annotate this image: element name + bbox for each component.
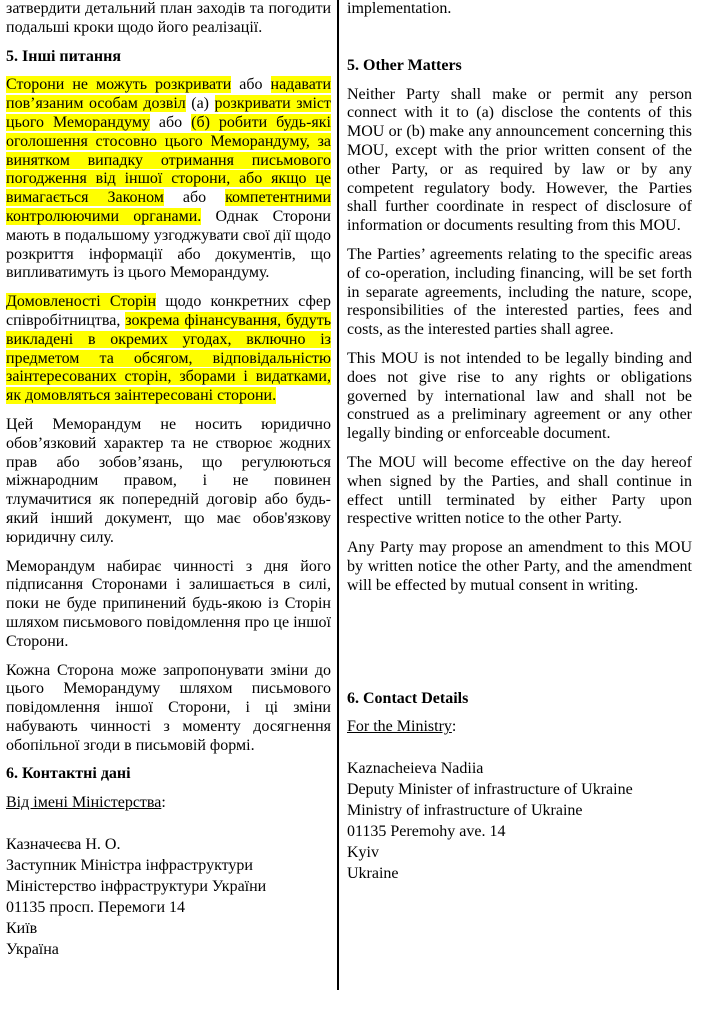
ministry-underlined-text: Від імені Міністерства	[6, 794, 162, 812]
ministry-underlined-text: For the Ministry	[347, 718, 452, 736]
section5-heading-uk: 5. Інші питання	[6, 47, 121, 65]
section6-heading-en: 6. Contact Details	[347, 689, 469, 707]
section6-heading-uk: 6. Контактні дані	[6, 765, 131, 783]
effective-paragraph-uk: Меморандум набирає чинності з дня його підписання Сторонами і залишається в силі, поки не буде припинений будь-якою із Сторін шляхом письмового повідомлення про це іншої Сторони.	[6, 557, 331, 650]
contact-line: 01135 Peremohy ave. 14	[347, 823, 506, 841]
highlighted-run: надавати пов’язаним особам дозвіл	[6, 76, 332, 113]
highlighted-run: Домовленості Сторін	[6, 293, 157, 311]
disclosure-paragraph-en: Neither Party shall make or permit any person connect with it to (a) disclose the contents of this MOU or (b) make any announcement concerning this MOU, except with the prior written consent of the other Party, or as required by law or by any competent regulatory body. However, the Parties shall further coordinate in respect of disclosure of information or documents resulting from this MOU.	[347, 85, 692, 235]
highlighted-run: розкривати зміст цього Меморандуму	[6, 95, 331, 131]
contact-line: Deputy Minister of infrastructure of Ukraine	[347, 781, 633, 799]
ministry-colon: :	[451, 718, 457, 736]
highlighted-run: Сторони не можуть розкривати	[6, 76, 232, 94]
contact-line: Міністерство інфраструктури України	[6, 878, 267, 896]
text-run: Однак Сторони мають в подальшому узгоджувати свої дії щодо розкриття інформації або документів, що випливатимуть із цього Меморандуму.	[6, 207, 331, 282]
amendment-paragraph-en: Any Party may propose an amendment to this MOU by written notice the other Party, and the amendment will be effected by mutual consent in writing.	[347, 539, 692, 594]
text-run: або	[163, 189, 226, 207]
contact-line: Ministry of infrastructure of Ukraine	[347, 802, 583, 820]
text-run: або	[149, 113, 192, 131]
ministry-label-en	[347, 718, 692, 737]
effective-paragraph-en: The MOU will become effective on the day hereof when signed by the Parties, and shall continue in effect untill terminated by either Party upon respective written notice to the other Party.	[347, 453, 692, 528]
ministry-label-uk	[6, 794, 331, 813]
nonbinding-paragraph-en: This MOU is not intended to be legally binding and does not give rise to any rights or obligations governed by international law and shall not be construed as a preliminary agreement or any other legally binding or enforceable document.	[347, 349, 692, 443]
intro-paragraph-en: implementation.	[347, 0, 452, 17]
contact-line: Заступник Міністра інфраструктури	[6, 857, 253, 875]
agreements-paragraph-en: The Parties’ agreements relating to the specific areas of co-operation, including financing, will be set forth in separate agreements, including the nature, scope, responsibilities of the interested parties, fees and costs, as the interested parties shall agree.	[347, 245, 692, 339]
contact-line: 01135 просп. Перемоги 14	[6, 899, 186, 917]
contact-line: Київ	[6, 920, 38, 938]
highlighted-run: (б) робити будь-які оголошення стосовно цього Меморандуму, за винятком випадку отримання письмового погодження від іншої сторони, або якщо це вимагається Законом	[6, 113, 331, 207]
text-run: або	[231, 76, 271, 94]
contact-line: Казначеєва Н. О.	[6, 836, 121, 854]
english-column	[347, 0, 692, 884]
agreements-paragraph-uk	[6, 293, 331, 406]
disclosure-paragraph-uk	[6, 76, 331, 283]
text-run: (а)	[185, 95, 215, 113]
ministry-colon: :	[161, 794, 166, 812]
nonbinding-paragraph-uk: Цей Меморандум не носить юридично обов’язковий характер та не створює жодних прав або зобов’язань, що регулюються міжнародним правом, і не повинен тлумачитися як попередній договір або будь-який інший документ, що має обов'язкову юридичну силу.	[6, 415, 331, 546]
ukrainian-column	[0, 0, 331, 960]
contact-line: Kaznacheieva Nadiia	[347, 760, 484, 778]
amendment-paragraph-uk: Кожна Сторона може запропонувати зміни до цього Меморандуму шляхом письмового повідомлення іншої Сторони, і ці зміни набувають чинності з моменту досягнення обопільної згоди в письмовій формі.	[6, 661, 331, 754]
contact-line: Україна	[6, 941, 59, 959]
intro-paragraph-uk: затвердити детальний план заходів та погодити подальші кроки щодо його реалізації.	[6, 0, 331, 36]
column-divider	[337, 0, 339, 990]
contact-line: Kyiv	[347, 844, 379, 862]
highlighted-run: зокрема фінансування, будуть викладені в окремих угодах, включно із предметом та обсягом, відповідальністю заінтересованих сторін, зборами і видатками, як домовляться заінтересовані сторони.	[6, 311, 331, 405]
contact-line: Ukraine	[347, 865, 399, 883]
section5-heading-en: 5. Other Matters	[347, 56, 462, 74]
text-run: щодо конкретних сфер співробітництва,	[6, 293, 332, 329]
highlighted-run: компетентними контролюючими органами.	[6, 189, 331, 225]
